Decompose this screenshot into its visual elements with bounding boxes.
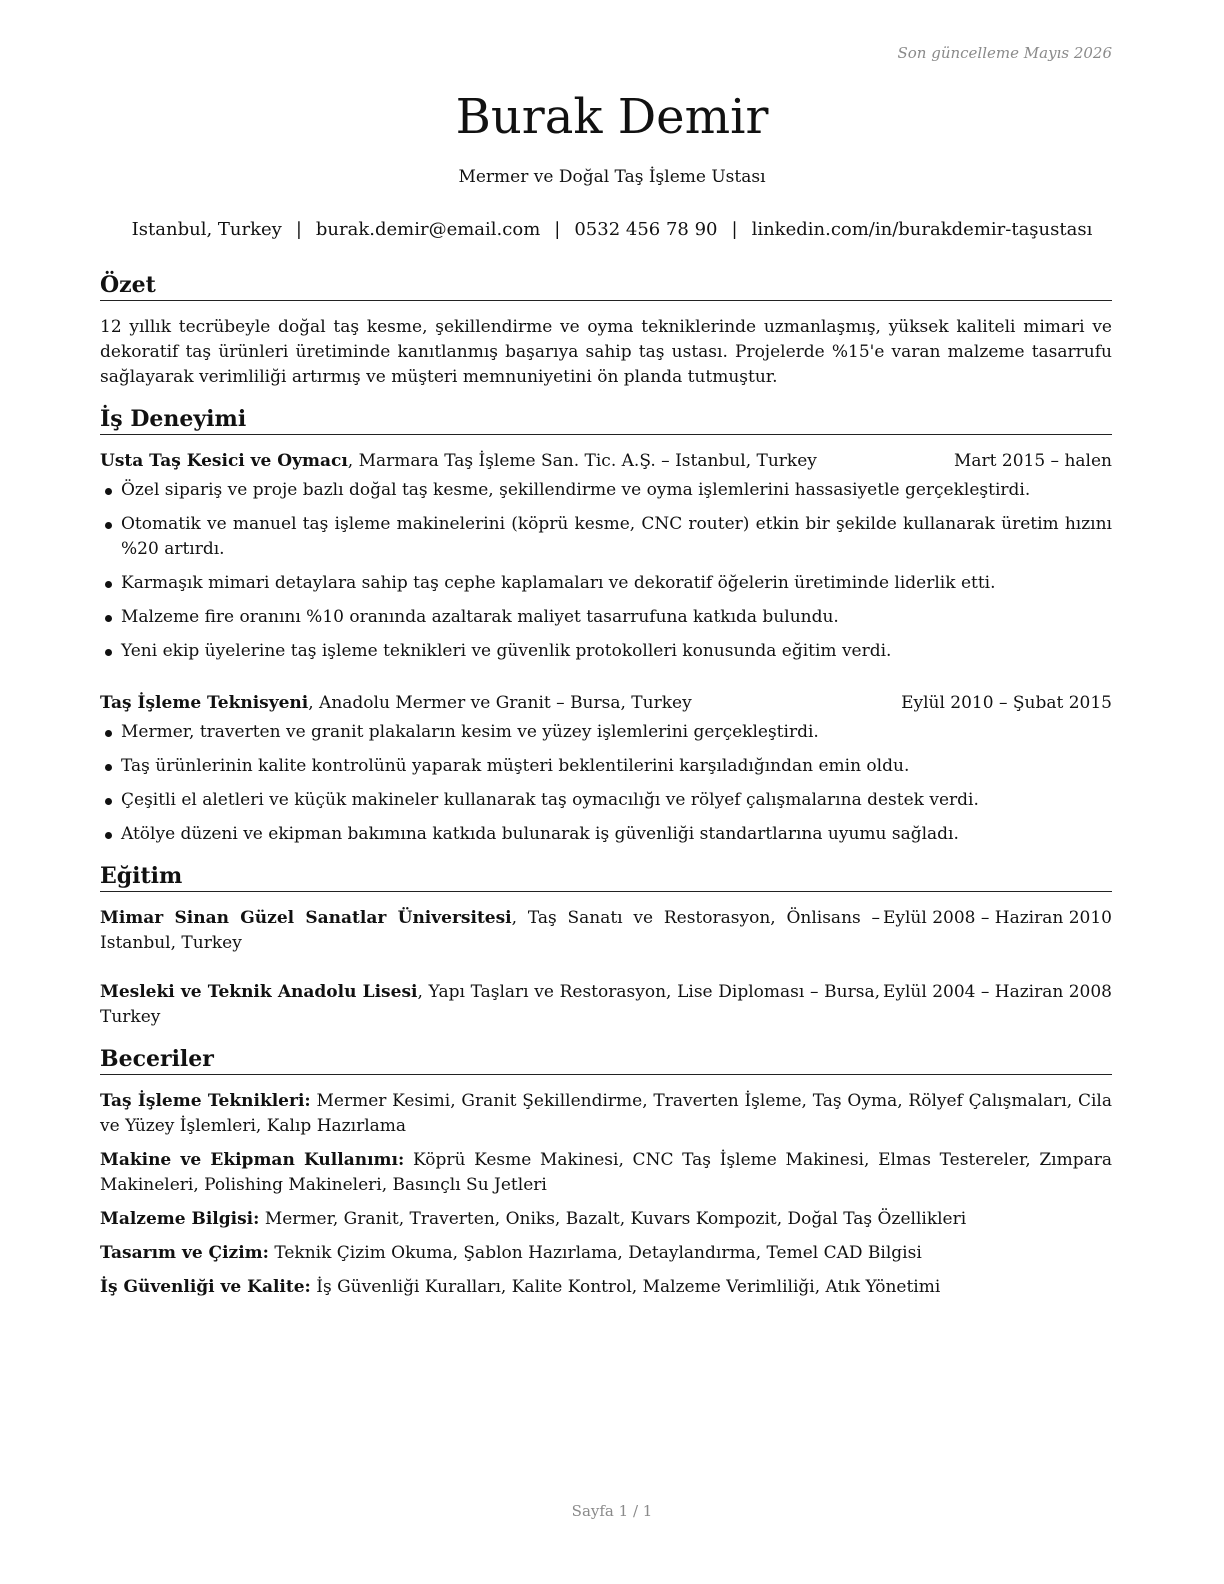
candidate-name: Burak Demir bbox=[455, 89, 769, 145]
list-item: Yeni ekip üyelerine taş işleme teknikleri ve güvenlik protokolleri konusunda eğitim verdi. bbox=[100, 639, 1112, 664]
skill-value: Teknik Çizim Okuma, Şablon Hazırlama, Detaylandırma, Temel CAD Bilgisi bbox=[268, 1243, 922, 1263]
section-title-summary: Özet bbox=[100, 271, 1112, 301]
list-item: Mermer, traverten ve granit plakaların kesim ve yüzey işlemlerini gerçekleştirdi. bbox=[100, 720, 1112, 745]
list-item: Taş ürünlerinin kalite kontrolünü yaparak müşteri beklentilerini karşıladığından emin oldu. bbox=[100, 754, 1112, 779]
summary-text: 12 yıllık tecrübeyle doğal taş kesme, şekillendirme ve oyma tekniklerinde uzmanlaşmış, yüksek kaliteli mimari ve dekoratif taş ürünleri üretiminde kanıtlanmış başarıya sahip taş ustası. Projelerde %15'e varan malzeme tasarrufu sağlayarak verimliliği artırmış ve müşteri memnuniyetini ön planda tutmuştur. bbox=[100, 317, 1112, 387]
job-entry bbox=[100, 691, 1112, 847]
education-section bbox=[100, 862, 1112, 1030]
skill-label: İş Güvenliği ve Kalite: bbox=[100, 1277, 311, 1297]
skill-label: Taş İşleme Teknikleri: bbox=[100, 1091, 311, 1111]
job-header bbox=[100, 449, 1112, 474]
job-title-line bbox=[100, 449, 817, 474]
contact-separator: | bbox=[731, 219, 738, 240]
list-item: Özel sipariş ve proje bazlı doğal taş kesme, şekillendirme ve oyma işlemlerini hassasiyetle gerçekleştirdi. bbox=[100, 478, 1112, 503]
education-detail: , Taş Sanatı ve Restorasyon, Önlisans – Istanbul, Turkey bbox=[100, 908, 881, 953]
list-item: Çeşitli el aletleri ve küçük makineler kullanarak taş oymacılığı ve rölyef çalışmalarına destek verdi. bbox=[100, 788, 1112, 813]
job-bullets bbox=[100, 478, 1112, 664]
section-title-experience: İş Deneyimi bbox=[100, 405, 1112, 435]
education-dates: Eylül 2004 – Haziran 2008 bbox=[882, 982, 1112, 1002]
section-title-education: Eğitim bbox=[100, 862, 1112, 892]
contact-linkedin[interactable]: linkedin.com/in/burakdemir-taşustası bbox=[751, 219, 1093, 240]
summary-section bbox=[100, 271, 1112, 390]
skill-value: İş Güvenliği Kuralları, Kalite Kontrol, Malzeme Verimliliği, Atık Yönetimi bbox=[310, 1277, 941, 1297]
contact-email[interactable]: burak.demir@email.com bbox=[315, 219, 541, 240]
skill-item bbox=[100, 1207, 1112, 1232]
skills-section bbox=[100, 1045, 1112, 1309]
contact-separator: | bbox=[295, 219, 302, 240]
job-role: Taş İşleme Teknisyeni bbox=[100, 693, 309, 713]
skill-label: Makine ve Ekipman Kullanımı: bbox=[100, 1150, 405, 1170]
list-item: Malzeme fire oranını %10 oranında azaltarak maliyet tasarrufuna katkıda bulundu. bbox=[100, 605, 1112, 630]
education-school: Mimar Sinan Güzel Sanatlar Üniversitesi bbox=[100, 908, 512, 928]
job-entry bbox=[100, 449, 1112, 664]
job-title-line bbox=[100, 691, 692, 716]
job-role: Usta Taş Kesici ve Oymacı bbox=[100, 451, 348, 471]
education-detail: , Yapı Taşları ve Restorasyon, Lise Diploması – Bursa, Turkey bbox=[100, 982, 880, 1027]
job-company: , Marmara Taş İşleme San. Tic. A.Ş. – Istanbul, Turkey bbox=[347, 451, 817, 471]
education-entry bbox=[100, 980, 1112, 1030]
job-dates: Eylül 2010 – Şubat 2015 bbox=[901, 693, 1112, 713]
job-bullets bbox=[100, 720, 1112, 847]
education-dates: Eylül 2008 – Haziran 2010 bbox=[882, 908, 1112, 928]
contact-line bbox=[0, 219, 1224, 240]
job-company: , Anadolu Mermer ve Granit – Bursa, Turkey bbox=[308, 693, 692, 713]
list-item: Atölye düzeni ve ekipman bakımına katkıda bulunarak iş güvenliği standartlarına uyumu sağladı. bbox=[100, 822, 1112, 847]
skill-value: Mermer, Granit, Traverten, Oniks, Bazalt, Kuvars Kompozit, Doğal Taş Özellikleri bbox=[259, 1209, 967, 1229]
education-entry bbox=[100, 906, 1112, 956]
job-header bbox=[100, 691, 1112, 716]
contact-separator: | bbox=[554, 219, 561, 240]
job-dates: Mart 2015 – halen bbox=[953, 451, 1112, 471]
list-item: Otomatik ve manuel taş işleme makinelerini (köprü kesme, CNC router) etkin bir şekilde kullanarak üretim hızını %20 artırdı. bbox=[100, 512, 1112, 562]
experience-section bbox=[100, 405, 1112, 856]
contact-location: Istanbul, Turkey bbox=[131, 219, 282, 240]
section-title-skills: Beceriler bbox=[100, 1045, 1112, 1075]
skill-item bbox=[100, 1241, 1112, 1266]
page-number: Sayfa 1 / 1 bbox=[571, 1502, 653, 1520]
list-item: Karmaşık mimari detaylara sahip taş cephe kaplamaları ve dekoratif öğelerin üretiminde liderlik etti. bbox=[100, 571, 1112, 596]
skill-item bbox=[100, 1089, 1112, 1139]
last-updated: Son güncelleme Mayıs 2026 bbox=[897, 44, 1112, 62]
education-school-line bbox=[100, 906, 880, 956]
candidate-title: Mermer ve Doğal Taş İşleme Ustası bbox=[458, 167, 766, 187]
skill-item bbox=[100, 1275, 1112, 1300]
skill-label: Malzeme Bilgisi: bbox=[100, 1209, 260, 1229]
education-school: Mesleki ve Teknik Anadolu Lisesi bbox=[100, 982, 418, 1002]
contact-phone: 0532 456 78 90 bbox=[574, 219, 718, 240]
education-school-line bbox=[100, 980, 880, 1030]
skill-label: Tasarım ve Çizim: bbox=[100, 1243, 269, 1263]
skill-value: Mermer Kesimi, Granit Şekillendirme, Traverten İşleme, Taş Oyma, Rölyef Çalışmaları, Cila ve Yüzey İşlemleri, Kalıp Hazırlama bbox=[100, 1091, 1112, 1136]
skills-list bbox=[100, 1089, 1112, 1300]
skill-value: Köprü Kesme Makinesi, CNC Taş İşleme Makinesi, Elmas Testereler, Zımpara Makineleri, Polishing Makineleri, Basınçlı Su Jetleri bbox=[100, 1150, 1113, 1195]
skill-item bbox=[100, 1148, 1112, 1198]
